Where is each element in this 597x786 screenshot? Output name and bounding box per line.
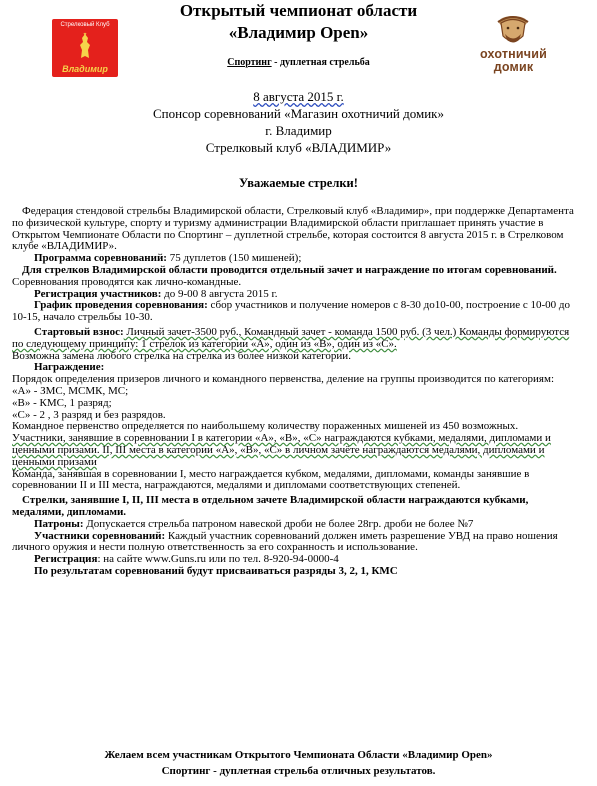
footer-line1: Желаем всем участникам Открытого Чемпионата Области «Владимир Open» — [104, 749, 493, 761]
program-value: 75 дуплетов (150 мишеней); — [166, 252, 302, 265]
award-label: Награждение: — [34, 361, 105, 374]
fee-label: Стартовый взнос: — [34, 325, 124, 338]
regional-award — [12, 495, 574, 519]
registration-value: до 9-00 8 августа 2015 г. — [161, 287, 278, 300]
team-rule: Командное первенство определяется по наибольшему количеству пораженных мишеней из 450 возможных. — [12, 420, 519, 433]
club-line: Стрелковый клуб «ВЛАДИМИР» — [205, 140, 392, 155]
title-line2: «Владимир Open» — [228, 23, 369, 42]
signup-label: Регистрация — [34, 553, 98, 566]
ammo-value: Допускается стрельба патроном навеской дроби не более 28гр. дроби не более №7 — [83, 517, 474, 530]
logo-brand-text — [466, 48, 561, 74]
event-date — [0, 88, 597, 105]
participants-value: Каждый участник соревнований должен иметь разрешение УВД на право ношения личного оружия и нести полную ответственность за его сохранность и использование. — [12, 529, 558, 554]
schedule-value: сбор участников и получение номеров с 8-30 до10-00, построение с 10-00 до 10-15, начало стрельбы 10-30. — [12, 299, 570, 324]
ranks-text: По результатам соревнований будут присваиваться разряды 3, 2, 1, КМС — [34, 564, 398, 577]
category-b: «В» - КМС, 1 разряд; — [12, 396, 112, 409]
team-winners-paragraph: Команда, занявшая в соревновании I, место награждается кубком, медалями, дипломами, команды занявшие в соревновании II и III места, награждаются, медалями и дипломами соответствующих степеней. — [12, 467, 530, 492]
sponsor-line: Спонсор соревнований «Магазин охотничий домик» — [152, 106, 444, 121]
participants-line — [12, 531, 574, 555]
schedule-label: График проведения соревнования: — [34, 299, 208, 312]
personal-team-line: Соревнования проводятся как лично-командные. — [12, 275, 242, 288]
document-body — [12, 206, 574, 578]
schedule-line — [12, 300, 574, 324]
subtitle-rest: - дуплетная стрельба — [271, 57, 370, 68]
title-line1: Открытый чемпионат области — [179, 1, 418, 20]
subtitle-sporting: Спортинг — [227, 57, 272, 68]
regional-note — [12, 265, 574, 277]
logo-brand-line1: охотничий — [479, 47, 548, 61]
fee-line — [12, 327, 574, 351]
ammo-label: Патроны: — [34, 517, 84, 530]
logo-brand-line2: домик — [493, 60, 534, 74]
participants-label: Участники соревнований: — [34, 529, 166, 542]
footer-line2: Спортинг - дуплетная стрельба отличных результатов. — [161, 765, 436, 777]
category-a: «А» - ЗМС, МСМК, МС; — [12, 384, 129, 397]
hunter-face-icon — [492, 10, 534, 48]
lion-emblem-icon — [76, 32, 94, 62]
replacement-line: Возможна замена любого стрелка на стрелка из более низкой категории. — [12, 349, 351, 362]
category-c: «С» - 2 , 3 разряд и без разрядов. — [12, 408, 166, 421]
regional-award-text: Стрелки, занявшие I, II, III места в отдельном зачете Владимирской области награждаются кубками, медалями, дипломами. — [12, 494, 529, 518]
program-label: Программа соревнований: — [34, 252, 167, 265]
okhotnichiy-domik-logo — [466, 10, 561, 78]
intro-paragraph: Федерация стендовой стрельбы Владимирской области, Стрелковый клуб «Владимир», при поддержке Департамента по физической культуре, спорту и туризму администрации Владимирской области приглашает принять участие в Открытом Чемпионате Области по Спортинг – дуплетной стрельбе, которая состоится 8 августа 2015 г. в Стрелковом клубе «ВЛАДИМИР». — [12, 205, 574, 253]
logo-city-text: Владимир — [62, 64, 108, 74]
winners-paragraph — [12, 433, 574, 468]
subtitle — [130, 57, 467, 68]
signup-value: : на сайте www.Guns.ru или по тел. 8-920-94-0000-4 — [97, 553, 339, 566]
registration-label: Регистрация участников: — [34, 287, 162, 300]
greeting: Уважаемые стрелки! — [239, 176, 358, 190]
fee-value: Личный зачет-3500 руб., Командный зачет - команда 1500 руб. (3 чел.) Команды формируются по следующему принципу: 1 стрелок из категории «А», один из «В», один из «С». — [12, 325, 570, 350]
city-line: г. Владимир — [265, 123, 332, 138]
ranks-line — [12, 566, 574, 578]
regional-note-text: Для стрелков Владимирской области проводится отдельный зачет и награждение по итогам соревнований. — [22, 263, 557, 276]
winners-text: Участники, занявшие в соревновании I в категории «А», «В», «С» награждаются кубками, медалями, дипломами и ценными призами. II, III места в категории «А», «В», «С» в личном зачёте награждаются медалями, дипломами и ценными призами — [12, 432, 551, 468]
logo-club-text: Стрелковый Клуб — [60, 22, 110, 28]
date-text: 8 августа 2015 г. — [253, 89, 344, 104]
award-text: Порядок определения призеров личного и командного первенства, деление на группы производится по категориям: — [12, 373, 555, 386]
club-vladimir-logo — [52, 19, 118, 77]
